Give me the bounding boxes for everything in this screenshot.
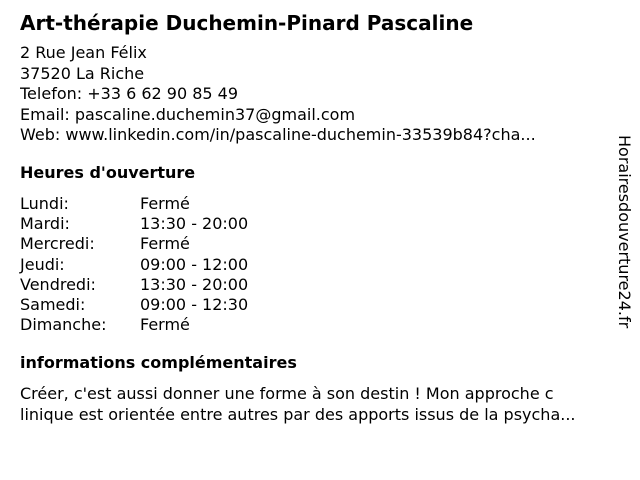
email-line[interactable]: Email: pascaline.duchemin37@gmail.com <box>20 104 356 124</box>
hours-row-sunday <box>20 315 248 335</box>
day-hours: Fermé <box>140 194 190 213</box>
additional-info-heading: informations complémentaires <box>20 353 297 372</box>
hours-row-wednesday <box>20 234 248 254</box>
contact-block <box>20 43 610 146</box>
opening-hours-table <box>20 194 248 335</box>
hours-row-tuesday <box>20 214 248 234</box>
info-text-line: linique est orientée entre autres par des apports issus de la psycha... <box>20 404 576 424</box>
phone-line[interactable]: Telefon: +33 6 62 90 85 49 <box>20 84 239 103</box>
day-hours: Fermé <box>140 234 190 254</box>
site-watermark: Horairesdouverture24.fr <box>615 135 634 329</box>
business-name: Art-thérapie Duchemin-Pinard Pascaline <box>20 11 474 35</box>
info-text-line: Créer, c'est aussi donner une forme à son destin ! Mon approche c <box>20 384 554 403</box>
hours-row-saturday <box>20 295 248 315</box>
day-hours: 13:30 - 20:00 <box>140 274 249 294</box>
day-label: Mercredi: <box>20 234 95 254</box>
opening-hours-heading: Heures d'ouverture <box>20 163 196 182</box>
day-hours: 09:00 - 12:30 <box>140 295 249 315</box>
day-hours: 09:00 - 12:00 <box>140 254 249 274</box>
hours-row-monday <box>20 194 248 214</box>
day-label: Dimanche: <box>20 315 107 335</box>
web-line[interactable]: Web: www.linkedin.com/in/pascaline-duchemin-33539b84?cha... <box>20 125 536 144</box>
day-label: Samedi: <box>20 295 86 315</box>
day-label: Mardi: <box>20 214 70 234</box>
address-street: 2 Rue Jean Félix <box>20 43 147 62</box>
hours-row-friday <box>20 275 248 295</box>
day-label: Jeudi: <box>20 254 65 274</box>
address-city: 37520 La Riche <box>20 63 145 83</box>
day-hours: 13:30 - 20:00 <box>140 214 249 234</box>
hours-row-thursday <box>20 255 248 275</box>
additional-info-text <box>20 384 620 425</box>
day-label: Lundi: <box>20 194 69 213</box>
day-label: Vendredi: <box>20 274 96 294</box>
day-hours: Fermé <box>140 315 190 335</box>
